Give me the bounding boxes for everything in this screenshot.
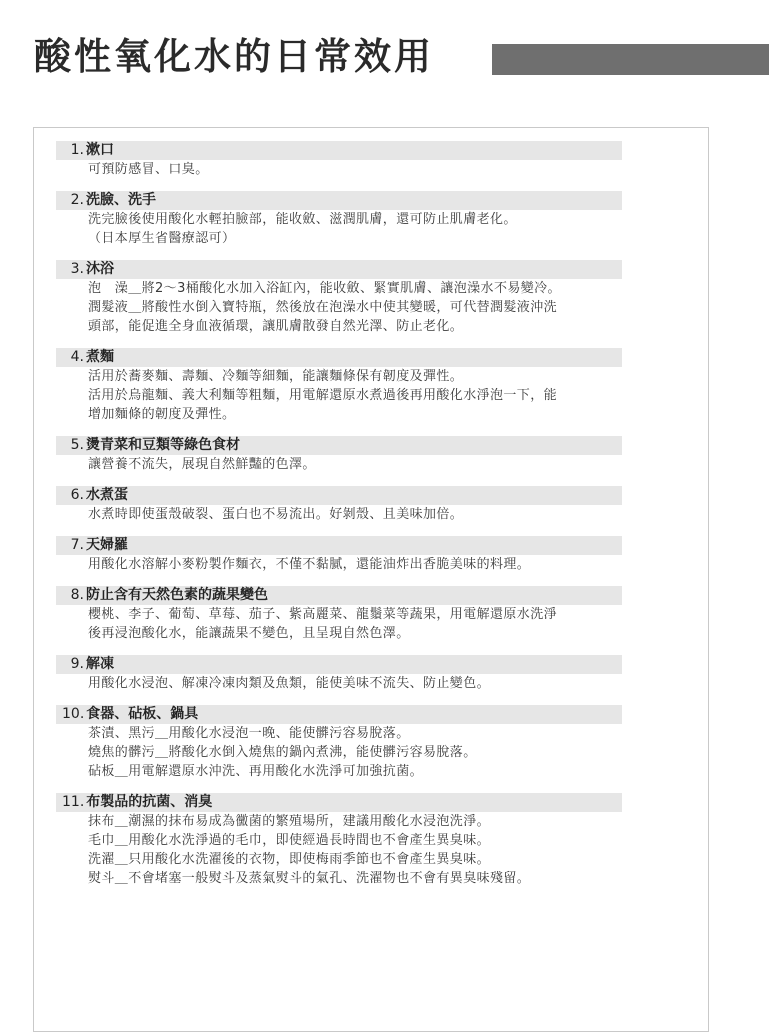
- item-body: [56, 674, 696, 693]
- list-item: [56, 486, 696, 524]
- item-number: 2.: [70, 192, 84, 208]
- item-number: 11.: [62, 794, 85, 810]
- item-body-line: 水煮時即使蛋殼破裂、蛋白也不易流出。好剝殼、且美味加倍。: [88, 507, 464, 522]
- item-heading-text: 天婦羅: [86, 537, 128, 553]
- item-number: 10.: [62, 706, 85, 722]
- item-body-line: 熨斗＿不會堵塞一般熨斗及蒸氣熨斗的氣孔、洗濯物也不會有異臭味殘留。: [88, 871, 531, 886]
- item-body: [56, 812, 696, 888]
- item-body-line: 毛巾＿用酸化水洗淨過的毛巾，即使經過長時間也不會產生異臭味。: [88, 833, 491, 848]
- item-heading: [56, 260, 622, 279]
- list-item: [56, 705, 696, 781]
- list-item: [56, 536, 696, 574]
- usage-list: [56, 141, 696, 900]
- item-heading: [56, 141, 622, 160]
- item-body-line: 讓營養不流失，展現自然鮮豔的色澤。: [88, 457, 316, 472]
- item-heading: [56, 436, 622, 455]
- item-heading: [56, 191, 622, 210]
- item-body-line: 泡 澡＿將2～3桶酸化水加入浴缸內，能收斂、緊實肌膚、讓泡澡水不易變冷。: [88, 281, 561, 296]
- item-heading: [56, 586, 622, 605]
- item-heading-text: 水煮蛋: [86, 487, 128, 503]
- item-body: [56, 160, 696, 179]
- item-heading-text: 煮麵: [86, 349, 114, 365]
- item-body-line: 櫻桃、李子、葡萄、草莓、茄子、紫高麗菜、龍鬚菜等蔬果，用電解還原水洗淨: [88, 607, 558, 622]
- item-body-line: 可預防感冒、口臭。: [88, 162, 209, 177]
- item-body-line: 洗濯＿只用酸化水洗濯後的衣物，即使梅雨季節也不會產生異臭味。: [88, 852, 491, 867]
- item-number: 1.: [70, 142, 84, 158]
- item-heading-text: 燙青菜和豆類等綠色食材: [86, 437, 240, 453]
- item-heading-text: 解凍: [86, 656, 114, 672]
- item-heading-text: 漱口: [86, 142, 114, 158]
- item-heading-text: 洗臉、洗手: [86, 192, 156, 208]
- item-heading: [56, 655, 622, 674]
- item-number: 4.: [70, 349, 84, 365]
- item-heading: [56, 705, 622, 724]
- item-number: 5.: [70, 437, 84, 453]
- item-heading-text: 防止含有天然色素的蔬果變色: [86, 587, 268, 603]
- item-body: [56, 605, 696, 643]
- item-body-line: 頭部，能促進全身血液循環，讓肌膚散發自然光澤、防止老化。: [88, 319, 464, 334]
- item-body: [56, 505, 696, 524]
- item-heading: [56, 536, 622, 555]
- item-body: [56, 455, 696, 474]
- item-heading-text: 沐浴: [86, 261, 114, 277]
- item-body-line: 砧板＿用電解還原水沖洗、再用酸化水洗淨可加強抗菌。: [88, 764, 424, 779]
- item-body-line: 用酸化水浸泡、解凍冷凍肉類及魚類，能使美味不流失、防止變色。: [88, 676, 491, 691]
- page-title: 酸性氧化水的日常效用: [34, 35, 434, 78]
- item-number: 8.: [70, 587, 84, 603]
- item-body-line: 增加麵條的韌度及彈性。: [88, 407, 236, 422]
- title-row: [34, 34, 769, 82]
- item-body-line: （日本厚生省醫療認可）: [88, 231, 236, 246]
- list-item: [56, 586, 696, 643]
- item-body: [56, 279, 696, 336]
- item-body-line: 洗完臉後使用酸化水輕拍臉部，能收斂、滋潤肌膚，還可防止肌膚老化。: [88, 212, 517, 227]
- list-item: [56, 436, 696, 474]
- item-body-line: 潤髮液＿將酸性水倒入寶特瓶，然後放在泡澡水中使其變暖，可代替潤髮液沖洗: [88, 300, 558, 315]
- item-body-line: 後再浸泡酸化水，能讓蔬果不變色，且呈現自然色澤。: [88, 626, 410, 641]
- item-number: 7.: [70, 537, 84, 553]
- list-item: [56, 191, 696, 248]
- item-heading-text: 布製品的抗菌、消臭: [86, 794, 213, 810]
- item-body-line: 用酸化水溶解小麥粉製作麵衣，不僅不黏膩，還能油炸出香脆美味的料理。: [88, 557, 531, 572]
- item-number: 3.: [70, 261, 84, 277]
- item-heading: [56, 348, 622, 367]
- item-body: [56, 724, 696, 781]
- list-item: [56, 348, 696, 424]
- item-body-line: 燒焦的髒污＿將酸化水倒入燒焦的鍋內煮沸，能使髒污容易脫落。: [88, 745, 477, 760]
- item-body-line: 茶漬、黑污＿用酸化水浸泡一晚、能使髒污容易脫落。: [88, 726, 410, 741]
- item-body-line: 活用於蕎麥麵、壽麵、冷麵等細麵，能讓麵條保有韌度及彈性。: [88, 369, 464, 384]
- item-body-line: 活用於烏龍麵、義大利麵等粗麵，用電解還原水煮過後再用酸化水淨泡一下，能: [88, 388, 558, 403]
- item-heading: [56, 793, 622, 812]
- list-item: [56, 793, 696, 888]
- item-body: [56, 367, 696, 424]
- item-body-line: 抹布＿潮濕的抹布易成為黴菌的繁殖場所，建議用酸化水浸泡洗淨。: [88, 814, 491, 829]
- item-body: [56, 555, 696, 574]
- list-item: [56, 141, 696, 179]
- list-item: [56, 260, 696, 336]
- item-heading: [56, 486, 622, 505]
- item-body: [56, 210, 696, 248]
- title-decoration-bar: [492, 44, 769, 75]
- list-item: [56, 655, 696, 693]
- item-number: 9.: [70, 656, 84, 672]
- item-heading-text: 食器、砧板、鍋具: [86, 706, 199, 722]
- item-number: 6.: [70, 487, 84, 503]
